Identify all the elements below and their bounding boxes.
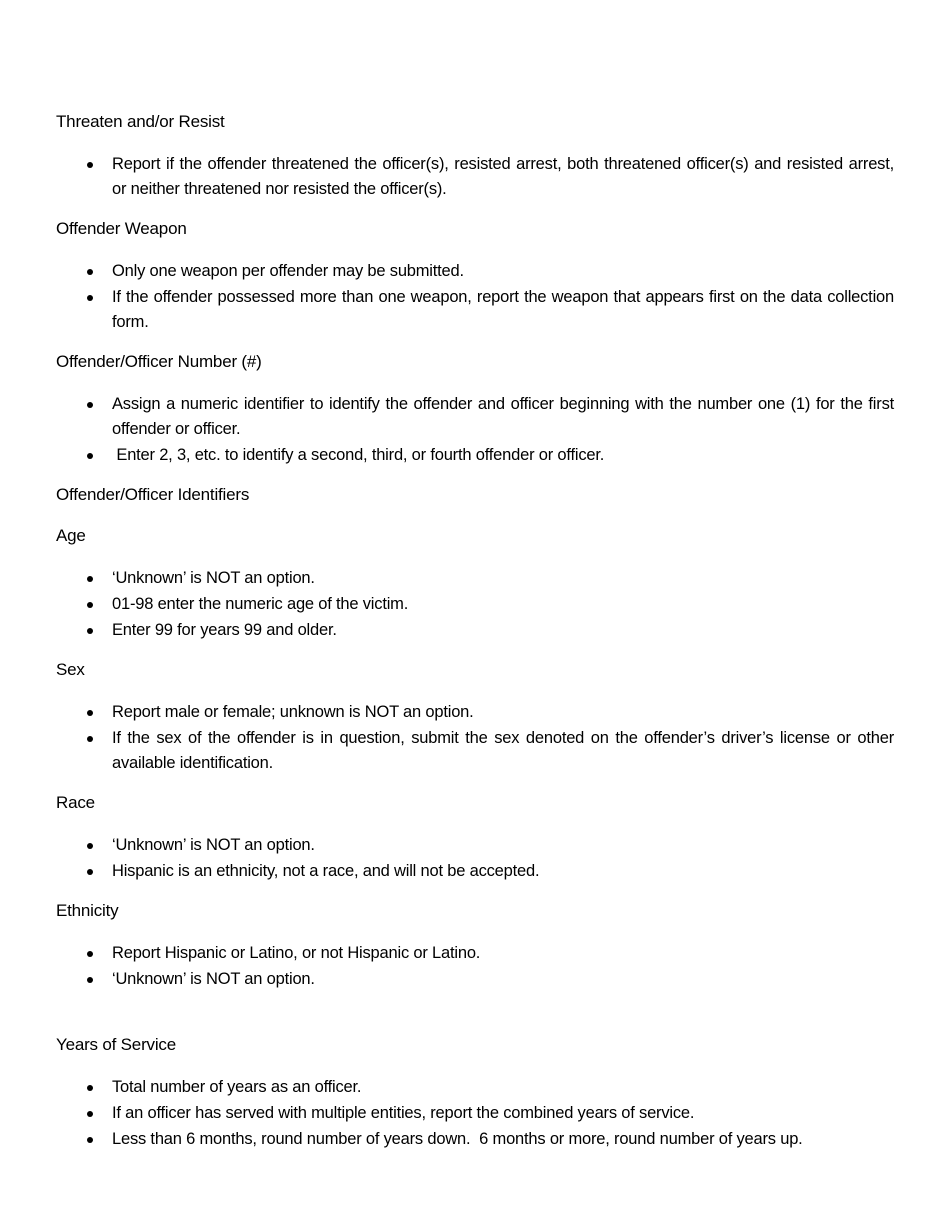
list-item: Only one weapon per offender may be submitted.	[112, 262, 464, 280]
list-item: If an officer has served with multiple entities, report the combined years of service.	[112, 1104, 695, 1122]
bullet-list-age	[56, 566, 894, 643]
bullet-list-offender-officer-number	[56, 392, 894, 468]
section-heading-years-of-service: Years of Service	[56, 1035, 176, 1054]
document-body	[56, 111, 894, 1152]
section-heading-threaten-resist: Threaten and/or Resist	[56, 112, 225, 131]
bullet-list-sex	[56, 700, 894, 776]
section-heading-offender-weapon: Offender Weapon	[56, 219, 187, 238]
list-item: If the offender possessed more than one weapon, report the weapon that appears first on the data collection form.	[112, 288, 894, 331]
bullet-list-years-of-service	[56, 1075, 894, 1152]
list-item: Enter 2, 3, etc. to identify a second, third, or fourth offender or officer.	[112, 446, 605, 464]
bullet-list-offender-weapon	[56, 259, 894, 335]
list-item: ‘Unknown’ is NOT an option.	[112, 836, 315, 854]
list-item: ‘Unknown’ is NOT an option.	[112, 569, 315, 587]
list-item: Less than 6 months, round number of years down. 6 months or more, round number of years up.	[112, 1130, 803, 1148]
list-item: ‘Unknown’ is NOT an option.	[112, 970, 315, 988]
section-heading-race: Race	[56, 793, 95, 812]
list-item: Hispanic is an ethnicity, not a race, and will not be accepted.	[112, 862, 540, 880]
list-item: If the sex of the offender is in question, submit the sex denoted on the offender’s driver’s license or other available identification.	[112, 729, 894, 772]
section-heading-age: Age	[56, 526, 86, 545]
list-item: Total number of years as an officer.	[112, 1078, 362, 1096]
section-heading-offender-officer-number: Offender/Officer Number (#)	[56, 352, 262, 371]
list-item: Report Hispanic or Latino, or not Hispanic or Latino.	[112, 944, 481, 962]
section-heading-sex: Sex	[56, 660, 85, 679]
bullet-list-threaten-resist	[56, 152, 894, 202]
bullet-list-ethnicity	[56, 941, 894, 992]
list-item: Assign a numeric identifier to identify the offender and officer beginning with the number one (1) for the first offender or officer.	[112, 395, 894, 438]
list-item: Report male or female; unknown is NOT an option.	[112, 703, 474, 721]
section-heading-offender-officer-identifiers: Offender/Officer Identifiers	[56, 485, 250, 504]
list-item: Enter 99 for years 99 and older.	[112, 621, 337, 639]
list-item: 01-98 enter the numeric age of the victim.	[112, 595, 409, 613]
list-item: Report if the offender threatened the officer(s), resisted arrest, both threatened officer(s) and resisted arrest, or neither threatened nor resisted the officer(s).	[112, 155, 894, 198]
bullet-list-race	[56, 833, 894, 884]
section-heading-ethnicity: Ethnicity	[56, 901, 119, 920]
